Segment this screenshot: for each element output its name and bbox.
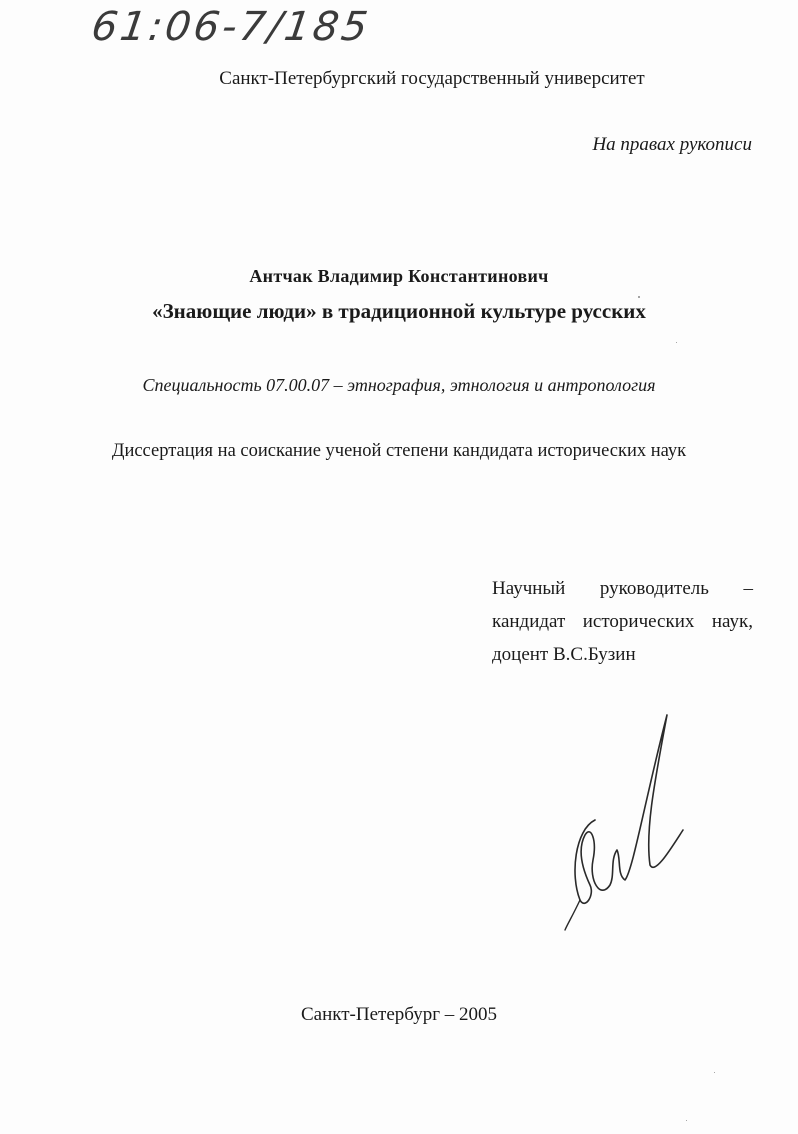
scan-speck	[638, 296, 640, 298]
supervisor-word: исторических	[582, 611, 695, 632]
supervisor-line-2	[492, 605, 753, 638]
supervisor-line-3: доцент В.С.Бузин	[492, 644, 636, 665]
degree-statement: Диссертация на соискание ученой степени кандидата исторических наук	[111, 441, 687, 461]
manuscript-rights-note: На правах рукописи	[592, 134, 752, 155]
dissertation-title: «Знающие люди» в традиционной культуре русских	[152, 299, 646, 323]
scan-speck	[714, 1072, 715, 1073]
specialty-line: Специальность 07.00.07 – этнография, этнология и антропология	[142, 375, 656, 395]
scan-speck	[676, 342, 677, 343]
signature-icon	[555, 700, 705, 940]
city-and-year: Санкт-Петербург – 2005	[300, 1004, 497, 1025]
author-name: Антчак Владимир Константинович	[249, 266, 549, 286]
supervisor-line-1	[492, 572, 753, 605]
university-name: Санкт-Петербургский государственный университет	[219, 68, 645, 89]
supervisor-word: наук,	[711, 611, 753, 632]
supervisor-word: –	[743, 578, 753, 599]
supervisor-word: кандидат	[492, 611, 566, 632]
handwritten-catalog-number: 61:06-7/185	[88, 4, 374, 50]
scan-speck	[686, 1120, 687, 1121]
supervisor-word: Научный	[492, 578, 566, 599]
supervisor-word: руководитель	[599, 578, 709, 599]
supervisor-block	[492, 572, 753, 671]
